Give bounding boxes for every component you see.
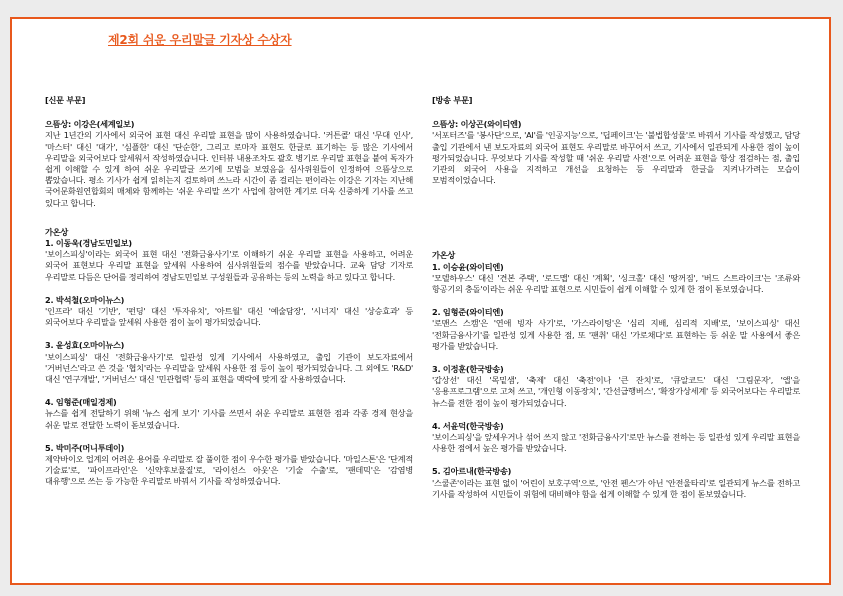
grand-prize-text: 지난 1년간의 기사에서 외국어 표현 대신 우리말 표현을 많이 사용하였습니다. '커튼콜' 대신 '무대 인사', '마스터' 대신 '대가', '심플한' 대신 '단순한', 그리고 로마자 표현도 한글로 표기하는 등 많은 기사에서 우리말을 외국어보다 앞세워서 작성하였습니다. 인터뷰 내용조차도 괄호 병기로 우리말 표현을 붙여 독자가 쉽게 이해할 수 있게 하여 쉬운 우리말글 쓰기에 모범을 보였음을 심사위원들이 인정하여 으뜸상으로 뽑았습니다. 평소 기사가 쉽게 읽히는지 검토하며 쓰느라 시간이 좀 걸리는 편이라는 이강은 기자는 지난해 국어문화원연합회의 매체와 함께하는 '쉬운 우리말 쓰기' 사업에 참여한 계기로 더욱 신중하게 기사를 쓰고 있다고 합니다. xyxy=(45,130,413,208)
winner-name: 5. 김아르내(한국방송) xyxy=(432,466,512,477)
winner-text: '보이스피싱'이라는 외국어 표현 대신 '전화금융사기'로 이해하기 쉬운 우리말 표현을 사용하고, 어려운 외국어 표현보다 우리말 표현을 앞세워 사용하여 심사위원들의 점수를 받았습니다. 교육 담당 기자로 우리말로 다듬은 단어를 정리하여 경남도민일보 구성원들과 공유하는 등의 노력을 하고 있다고 합니다. xyxy=(45,249,413,282)
list-item xyxy=(45,397,413,431)
list-item xyxy=(432,307,800,352)
grand-prize-entry xyxy=(432,119,800,186)
winner-name: 1. 이동욱(경남도민일보) xyxy=(45,238,132,249)
list-item xyxy=(45,443,413,488)
winner-text: '보이스피싱'을 앞세우거나 섞어 쓰지 않고 '전화금융사기'로만 뉴스를 전하는 등 일관성 있게 우리말 표현을 사용한 점에서 높은 평가를 받았습니다. xyxy=(432,432,800,454)
winner-text: '갑상선' 대신 '목밑샘', '축제' 대신 '축전'이나 '큰 잔치'로, '큐알코드' 대신 '그림문자', '앱'을 '응용프로그램'으로 고쳐 쓰고, '개인형 이동장치', '간선급행버스', '확장가상세계' 등 외국어보다는 우리말로 뉴스를 전한 점이 높이 평가되었습니다. xyxy=(432,375,800,408)
list-item xyxy=(432,262,800,296)
winner-text: '보이스피싱' 대신 '전화금융사기'로 일관성 있게 기사에서 사용하였고, 출입 기관이 보도자료에서 '거버넌스'라고 쓴 것을 '협치'라는 우리말을 앞세워 사용한 점 등이 높이 평가되었습니다. 그 외에도 'R&D' 대신 '연구개발', '거버넌스' 대신 '민관협력' 등의 표현을 맥락에 맞게 잘 사용하였습니다. xyxy=(45,351,413,385)
newspaper-column xyxy=(45,95,413,500)
grand-prize-label: 으뜸상: 이강은(세계일보) xyxy=(45,119,135,130)
list-item xyxy=(45,238,413,283)
list-item xyxy=(45,295,413,329)
winner-text: 제약바이오 업계의 어려운 용어를 우리말로 잘 풀이한 점이 우수한 평가를 받았습니다. '마일스톤'은 '단계적 기술료'로, '파이프라인'은 '신약후보물질'로, '라이선스 아웃'은 '기술 수출'로, '팬데믹'은 '감염병 대유행'으로 쓰는 등 가능한 우리말로 바꿔서 기사를 작성하였습니다. xyxy=(45,454,413,487)
winner-text: '인프라' 대신 '기반', '펀딩' 대신 '투자유치', '아트월' 대신 '예술담장', '시너지' 대신 '상승효과' 등 외국어보다 우리말을 앞세워 사용한 점이 높이 평가되었습니다. xyxy=(45,306,413,328)
section-heading: [방송 부문] xyxy=(432,95,473,105)
winner-name: 2. 임형준(와이티엔) xyxy=(432,307,504,318)
winner-name: 3. 이정훈(한국방송) xyxy=(432,364,504,375)
list-item xyxy=(45,340,413,385)
winner-text: '모델하우스' 대신 '견본 주택', '로드맵' 대신 '계획', '싱크홀' 대신 '땅꺼짐', '버드 스트라이크'는 '조류와 항공기의 충돌'이라는 쉬운 우리말 표현으로 시민들이 쉽게 이해할 수 있게 한 점이 돋보였습니다. xyxy=(432,272,800,295)
list-item xyxy=(432,466,800,500)
document-title: 제2회 쉬운 우리말글 기자상 수상자 xyxy=(108,33,292,47)
section-heading: [신문 부문] xyxy=(45,95,86,105)
winner-name: 2. 박석철(오마이뉴스) xyxy=(45,294,125,305)
prize-label: 가온상 xyxy=(45,226,68,237)
grand-prize-entry xyxy=(45,119,413,209)
winner-text: 뉴스를 쉽게 전달하기 위해 '뉴스 쉽게 보기' 기사를 쓰면서 쉬운 우리말로 표현한 점과 각종 경제 현상을 쉬운 말로 전달한 노력이 돋보였습니다. xyxy=(45,408,413,430)
winner-name: 4. 서윤덕(한국방송) xyxy=(432,420,504,431)
list-item xyxy=(432,364,800,409)
winner-name: 3. 윤성효(오마이뉴스) xyxy=(45,340,125,351)
grand-prize-label: 으뜸상: 이상곤(와이티엔) xyxy=(432,119,522,130)
winner-text: '로맨스 스캠'은 '연애 빙자 사기'로, '가스라이팅'은 '심리 지배, 심리적 지배'로, '보이스피싱' 대신 '전화금융사기'를 일관성 있게 사용한 점, 또 '팬취' 대신 '가로채다'로 표현하는 등 쉬운 말 사용에서 좋은 평가를 받았습니다. xyxy=(432,318,800,351)
grand-prize-text: '서포터즈'를 '봉사단'으로, 'AI'를 '인공지능'으로, '딥페이크'는 '불법합성물'로 바꿔서 기사를 작성했고, 담당 출입 기관에서 낸 보도자료의 외국어 표현도 우리말로 바꾸어서 쓰고, 기사에서 일관되게 사용한 점이 높이 평가되었습니다. 무엇보다 기사를 작성할 때 '쉬운 우리말 사전'으로 어려운 표현을 항상 점검하는 점, 출입 기관의 외국어 사용을 지적하고 개선을 요청하는 등 우리말과 한글을 지켜나가려는 모습이 모범적이었습니다. xyxy=(432,130,800,186)
winner-text: '스쿨존'이라는 표현 없이 '어린이 보호구역'으로, '안전 펜스'가 아닌 '안전울타리'로 일관되게 뉴스를 전하고 기사를 작성하여 시민들이 위험에 대비해야 함을 쉽게 이해할 수 있게 한 점이 돋보였습니다. xyxy=(432,477,800,499)
winner-name: 5. 박미주(머니투데이) xyxy=(45,442,125,453)
winner-name: 4. 임형준(매일경제) xyxy=(45,397,117,408)
list-item xyxy=(432,421,800,455)
prize-label: 가온상 xyxy=(432,250,455,261)
broadcast-column xyxy=(432,95,800,512)
winner-name: 1. 이승윤(와이티엔) xyxy=(432,261,504,272)
